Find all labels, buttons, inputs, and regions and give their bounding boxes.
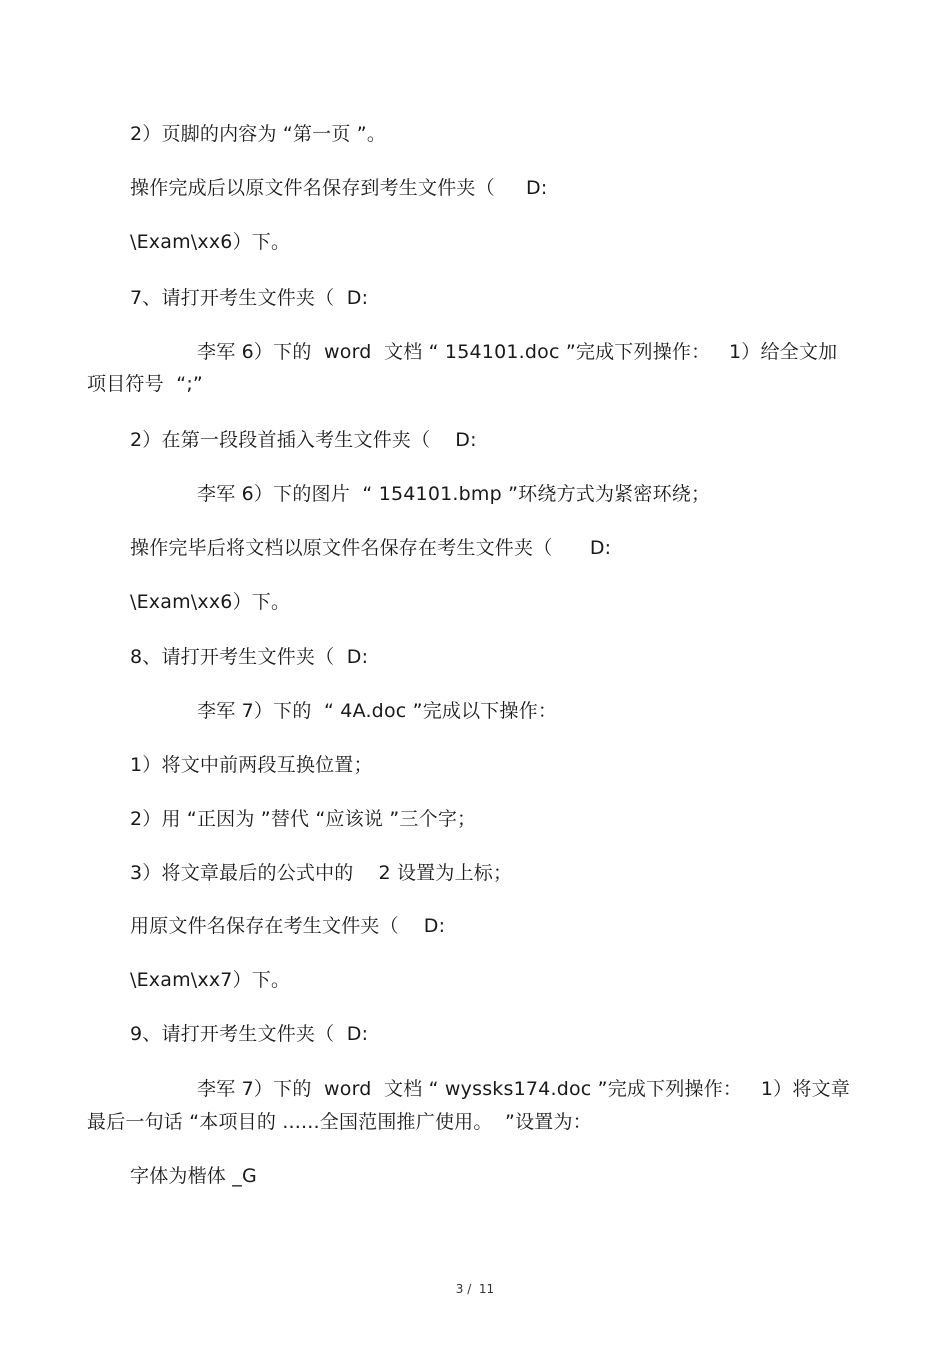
- text-line-path: \Exam\xx6）下。: [130, 231, 291, 253]
- text-line-footer-content: 2）页脚的内容为 “第一页 ”。: [130, 123, 387, 145]
- text-line-q8-step3: 3）将文章最后的公式中的 2 设置为上标；: [130, 862, 513, 884]
- text-line-q8-save: 用原文件名保存在考生文件夹（ D:: [130, 915, 446, 937]
- text-line-q8-step1: 1）将文中前两段互换位置；: [130, 754, 373, 776]
- text-line-q7-path: \Exam\xx6）下。: [130, 591, 291, 613]
- text-line-q7-task-cont: 项目符号 “;”: [87, 373, 203, 395]
- text-line-q9-task: 李军 7）下的 word 文档 “ wyssks174.doc ”完成下列操作： 1）将文章: [197, 1078, 850, 1100]
- text-line-q7-step2: 2）在第一段段首插入考生文件夹（ D:: [130, 429, 477, 451]
- page-number: 3 / 11: [455, 1282, 495, 1296]
- text-line-question-8: 8、请打开考生文件夹（ D:: [130, 646, 369, 668]
- text-line-q7-image: 李军 6）下的图片 “ 154101.bmp ”环绕方式为紧密环绕；: [197, 483, 711, 505]
- text-line-q8-step2: 2）用 “正因为 ”替代 “应该说 ”三个字；: [130, 808, 477, 830]
- text-line-q7-task: 李军 6）下的 word 文档 “ 154101.doc ”完成下列操作： 1）给全文加: [197, 341, 838, 363]
- text-line-question-7: 7、请打开考生文件夹（ D:: [130, 287, 369, 309]
- text-line-save-instruction: 操作完成后以原文件名保存到考生文件夹（ D:: [130, 177, 548, 199]
- text-line-question-9: 9、请打开考生文件夹（ D:: [130, 1023, 369, 1045]
- text-line-q9-font: 字体为楷体 _G: [130, 1165, 257, 1187]
- text-line-q8-task: 李军 7）下的 “ 4A.doc ”完成以下操作：: [197, 700, 558, 722]
- text-line-q7-save: 操作完毕后将文档以原文件名保存在考生文件夹（ D:: [130, 537, 612, 559]
- text-line-q9-task-cont: 最后一句话 “本项目的 ......全国范围推广使用。 ”设置为：: [87, 1111, 592, 1133]
- text-line-q8-path: \Exam\xx7）下。: [130, 969, 291, 991]
